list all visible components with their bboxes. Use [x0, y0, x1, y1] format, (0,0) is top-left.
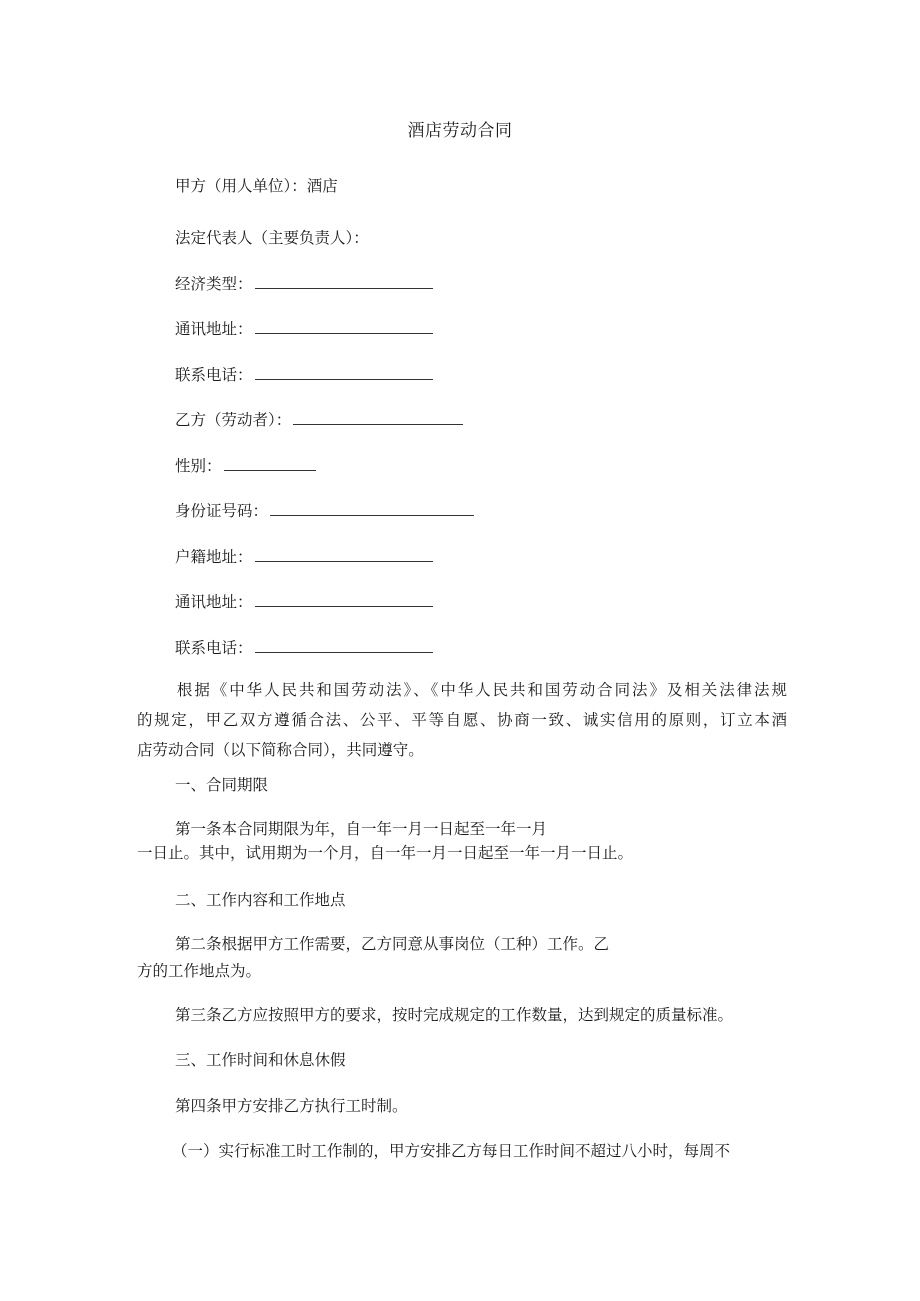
- preamble-row: [137, 735, 787, 765]
- id-number-blank[interactable]: [270, 501, 474, 516]
- party-a-address-label: 通讯地址：: [175, 320, 253, 338]
- article-1-row-2: 一日止。其中，试用期为一个月，自一年一月一日起至一年一月一日止。: [137, 844, 634, 862]
- article-2-row: [137, 929, 787, 959]
- article-4-item-1: [172, 1141, 730, 1161]
- article-1-row: [137, 838, 787, 868]
- party-b-worker: [175, 410, 463, 430]
- party-b-gender: [175, 456, 316, 476]
- party-a-address-blank[interactable]: [255, 319, 433, 334]
- party-b-worker-blank[interactable]: [293, 410, 463, 425]
- article-4: [175, 1096, 408, 1116]
- preamble-row-2: 的规定，甲乙双方遵循合法、公平、平等自愿、协商一致、诚实信用的原则，订立本酒: [137, 711, 787, 729]
- party-a-unit-label: 甲方（用人单位）：酒店: [175, 177, 338, 195]
- economic-type-label: 经济类型：: [175, 275, 253, 293]
- party-b-worker-label: 乙方（劳动者）：: [175, 411, 292, 429]
- article-2-row-2: 方的工作地点为。: [137, 962, 262, 980]
- preamble-row: [137, 675, 787, 705]
- article-2-paragraph: [137, 929, 787, 986]
- party-b-phone-blank[interactable]: [255, 638, 433, 653]
- preamble-row-1: 根据《中华人民共和国劳动法》、《中华人民共和国劳动合同法》及相关法律法规: [175, 681, 787, 699]
- party-a-address: [175, 319, 433, 339]
- party-b-address: [175, 592, 433, 612]
- party-b-phone-label: 联系电话：: [175, 639, 253, 657]
- article-1-row-1: 第一条本合同期限为年，自一年一月一日起至一年一月: [175, 820, 548, 838]
- party-a-representative: [175, 228, 369, 248]
- preamble-paragraph: [137, 675, 787, 765]
- article-2-row: [137, 956, 787, 986]
- party-b-address-label: 通讯地址：: [175, 593, 253, 611]
- article-1-paragraph: [137, 814, 787, 868]
- section-2-heading-text: 二、工作内容和工作地点: [175, 891, 346, 909]
- party-a-phone: [175, 365, 433, 385]
- section-3-heading-text: 三、工作时间和休息休假: [175, 1051, 346, 1069]
- party-b-address-blank[interactable]: [255, 592, 433, 607]
- section-2-heading: [175, 890, 346, 910]
- article-2-row-1: 第二条根据甲方工作需要，乙方同意从事岗位（工种）工作。乙: [175, 935, 610, 953]
- section-1-heading: [175, 775, 268, 795]
- party-a-unit: [175, 176, 338, 196]
- preamble-row-3: 店劳动合同（以下简称合同），共同遵守。: [137, 741, 424, 759]
- document-title: 酒店劳动合同: [407, 121, 513, 141]
- party-b-id-number: [175, 501, 474, 521]
- gender-label: 性别：: [175, 457, 222, 475]
- party-a-phone-label: 联系电话：: [175, 366, 253, 384]
- party-a-representative-label: 法定代表人（主要负责人）：: [175, 229, 369, 247]
- preamble-row: [137, 705, 787, 735]
- household-blank[interactable]: [255, 547, 433, 562]
- party-b-phone: [175, 638, 433, 658]
- article-3: [175, 1005, 733, 1025]
- economic-type-blank[interactable]: [255, 274, 433, 289]
- section-3-heading: [175, 1050, 346, 1070]
- article-4-text: 第四条甲方安排乙方执行工时制。: [175, 1097, 408, 1115]
- household-label: 户籍地址：: [175, 548, 253, 566]
- article-4-item-1-text: （一）实行标准工时工作制的，甲方安排乙方每日工作时间不超过八小时，每周不: [172, 1142, 731, 1160]
- gender-blank[interactable]: [224, 456, 316, 471]
- party-a-phone-blank[interactable]: [255, 365, 433, 380]
- party-a-economic-type: [175, 274, 433, 294]
- article-3-text: 第三条乙方应按照甲方的要求，按时完成规定的工作数量，达到规定的质量标准。: [175, 1006, 734, 1024]
- id-number-label: 身份证号码：: [175, 502, 269, 520]
- section-1-heading-text: 一、合同期限: [175, 776, 269, 794]
- party-b-household: [175, 547, 433, 567]
